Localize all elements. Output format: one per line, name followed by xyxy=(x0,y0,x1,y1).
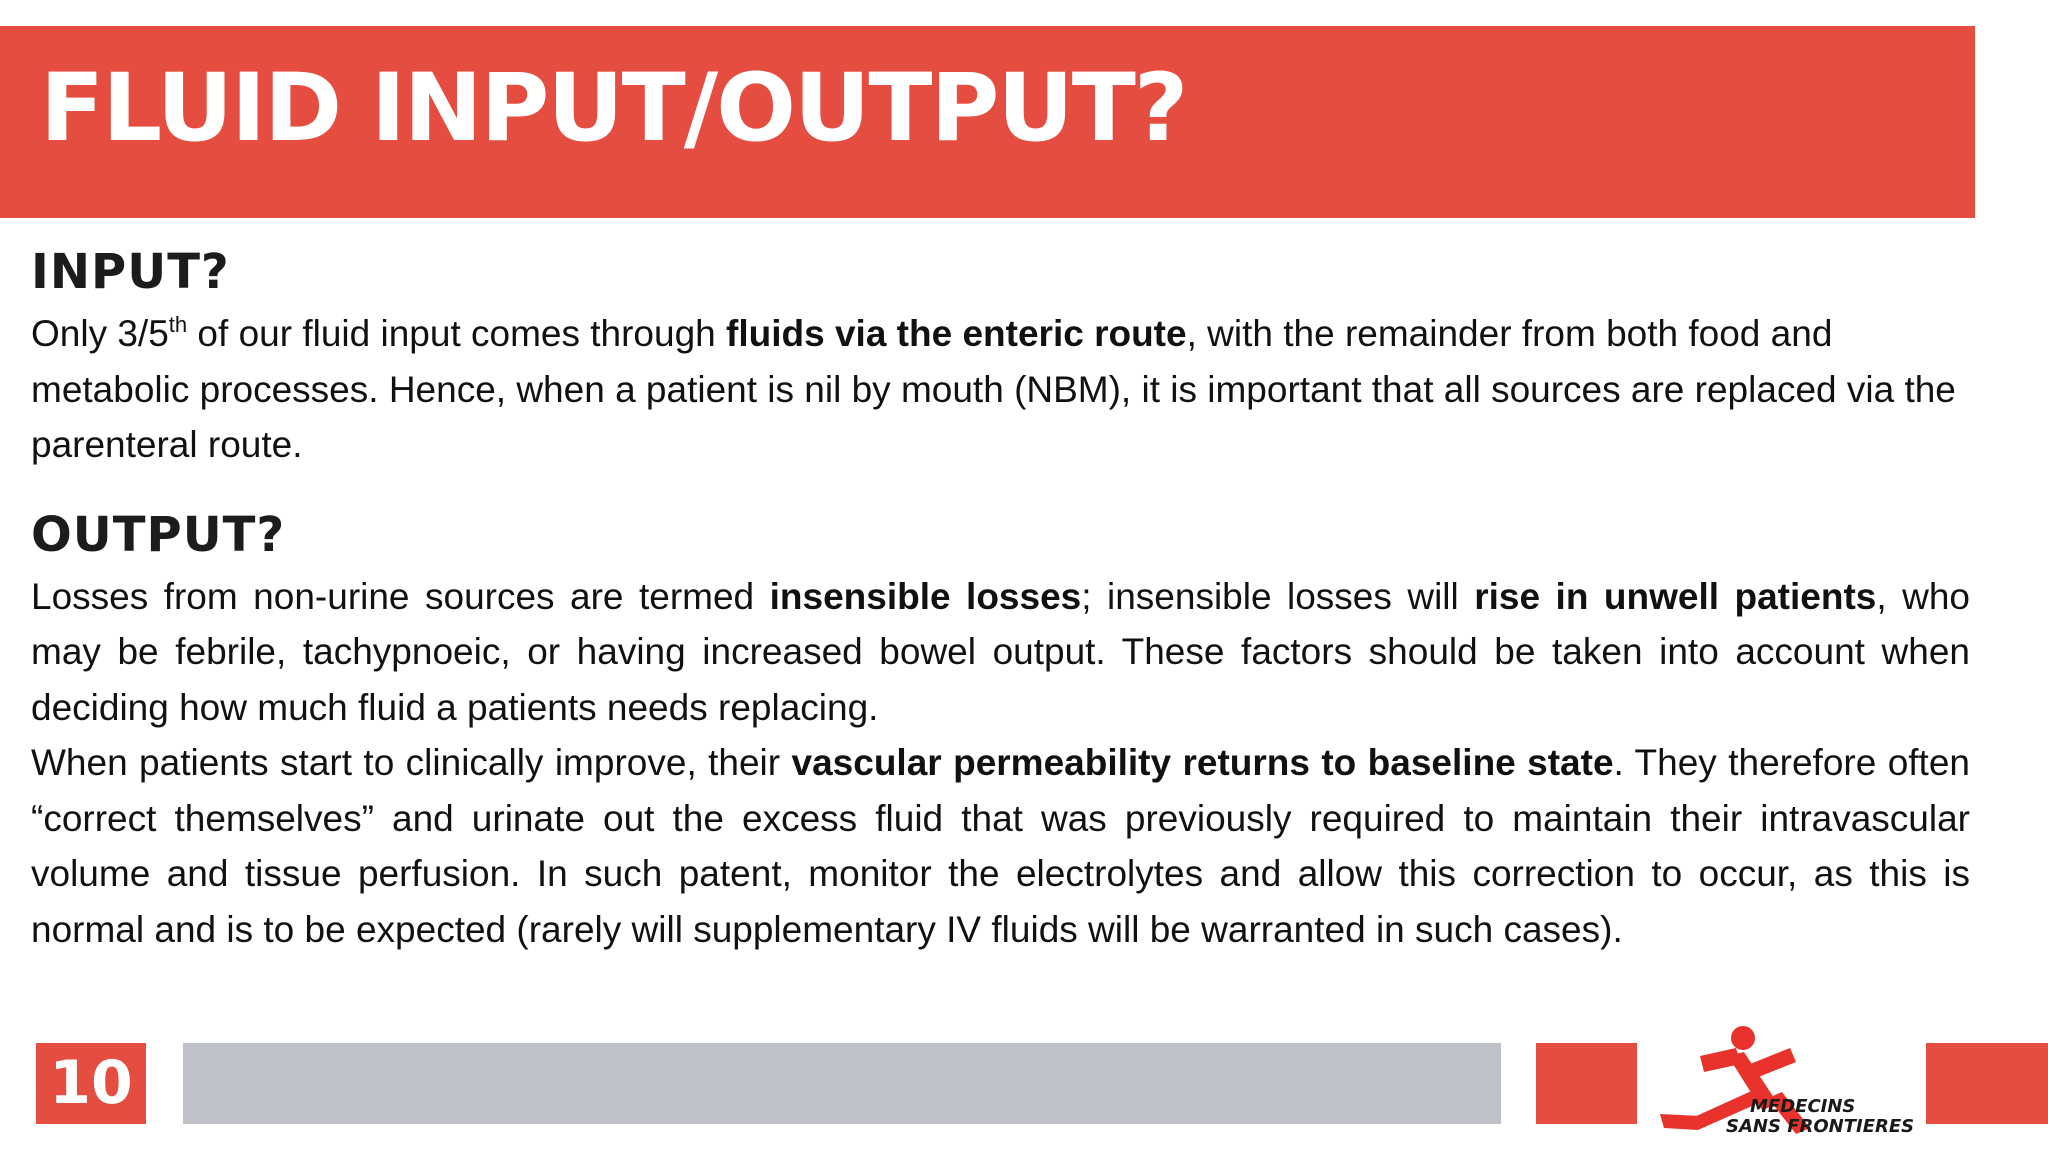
output-p1-pre: Losses from non-urine sources are termed xyxy=(31,575,770,617)
output-heading: OUTPUT? xyxy=(31,506,286,563)
footer-gray-bar xyxy=(183,1043,1501,1124)
logo-text-line1: MEDECINS xyxy=(1750,1096,1856,1117)
output-p2-post: . They therefore often “correct themselves” and urinate out the excess fluid that was previously required to maintain their intravascular volume and tissue perfusion. In such patent, monitor the electrolytes and allow this correction to occur, as this is normal and is to be expected (rarely will supplementary IV fluids will be warranted in such cases). xyxy=(31,742,1970,950)
input-text-mid: of our fluid input comes through xyxy=(187,313,727,354)
output-paragraph-2 xyxy=(31,735,1970,957)
footer-red-block-right xyxy=(1926,1043,2048,1124)
output-p1-mid: ; insensible losses will xyxy=(1081,575,1475,617)
output-p1-emphasis-2: rise in unwell patients xyxy=(1474,575,1877,617)
output-p2-emphasis: vascular permeability returns to baseline state xyxy=(791,742,1614,783)
input-paragraph xyxy=(31,306,1970,473)
slide-content xyxy=(31,238,1970,957)
input-heading: INPUT? xyxy=(31,244,230,300)
page-number: 10 xyxy=(49,1048,133,1118)
input-text-post: , with the remainder from both food and metabolic processes. Hence, when a patient is nil by mouth (NBM), it is important that all sources are replaced via the parenteral route. xyxy=(31,313,1956,465)
slide-title: FLUID INPUT/OUTPUT? xyxy=(40,54,1187,163)
footer-red-block-left xyxy=(1536,1043,1637,1124)
msf-logo xyxy=(1640,1018,1920,1138)
output-p2-pre: When patients start to clinically improve, their xyxy=(31,742,792,783)
output-p1-post: , who may be febrile, tachypnoeic, or having increased bowel output. These factors should be taken into account when deciding how much fluid a patients needs replacing. xyxy=(31,575,1970,728)
input-superscript: th xyxy=(168,312,188,337)
input-text-pre: Only 3/5 xyxy=(31,313,169,354)
output-paragraph-1 xyxy=(31,569,1970,736)
output-p1-emphasis-1: insensible losses xyxy=(769,575,1082,617)
input-emphasis: fluids via the enteric route xyxy=(726,313,1187,354)
logo-text-line2: SANS FRONTIERES xyxy=(1726,1116,1915,1137)
